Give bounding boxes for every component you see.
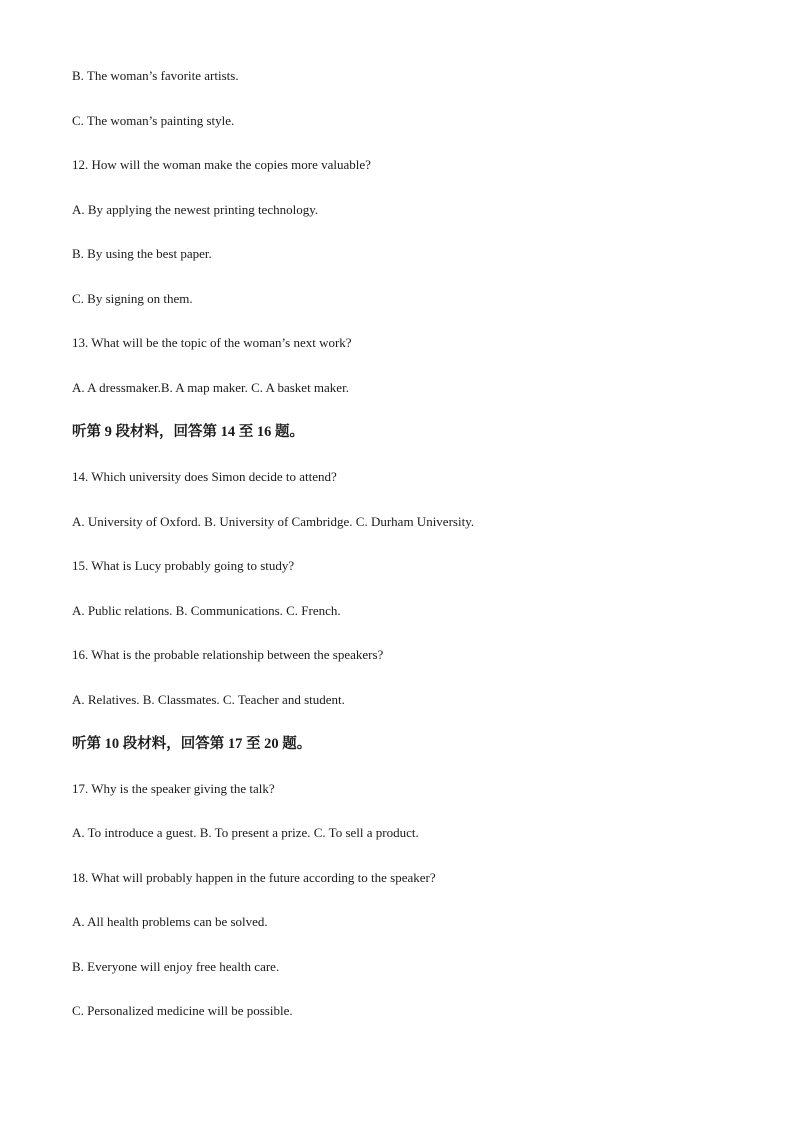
option-11-b: B. The woman’s favorite artists.	[72, 68, 239, 83]
options-15: A. Public relations. B. Communications. C. French.	[72, 603, 341, 618]
option-12-b: B. By using the best paper.	[72, 246, 212, 261]
option-12-c: C. By signing on them.	[72, 291, 193, 306]
option-18-a: A. All health problems can be solved.	[72, 914, 268, 929]
options-16: A. Relatives. B. Classmates. C. Teacher and student.	[72, 692, 345, 707]
question-13: 13. What will be the topic of the woman’s next work?	[72, 335, 352, 350]
question-15: 15. What is Lucy probably going to study?	[72, 558, 295, 573]
section-heading-10: 听第 10 段材料，回答第 17 至 20 题。	[72, 736, 312, 752]
options-14: A. University of Oxford. B. University of Cambridge. C. Durham University.	[72, 514, 475, 529]
option-12-a: A. By applying the newest printing technology.	[72, 202, 319, 217]
option-11-c: C. The woman’s painting style.	[72, 113, 235, 128]
question-14: 14. Which university does Simon decide to attend?	[72, 469, 337, 484]
section-heading-9: 听第 9 段材料，回答第 14 至 16 题。	[72, 424, 304, 440]
options-17: A. To introduce a guest. B. To present a prize. C. To sell a product.	[72, 825, 419, 840]
question-16: 16. What is the probable relationship between the speakers?	[72, 647, 384, 662]
question-18: 18. What will probably happen in the future according to the speaker?	[72, 870, 436, 885]
option-18-b: B. Everyone will enjoy free health care.	[72, 959, 280, 974]
option-18-c: C. Personalized medicine will be possible.	[72, 1003, 293, 1018]
question-17: 17. Why is the speaker giving the talk?	[72, 781, 275, 796]
options-13: A. A dressmaker.B. A map maker. C. A basket maker.	[72, 380, 349, 395]
question-12: 12. How will the woman make the copies more valuable?	[72, 157, 371, 172]
